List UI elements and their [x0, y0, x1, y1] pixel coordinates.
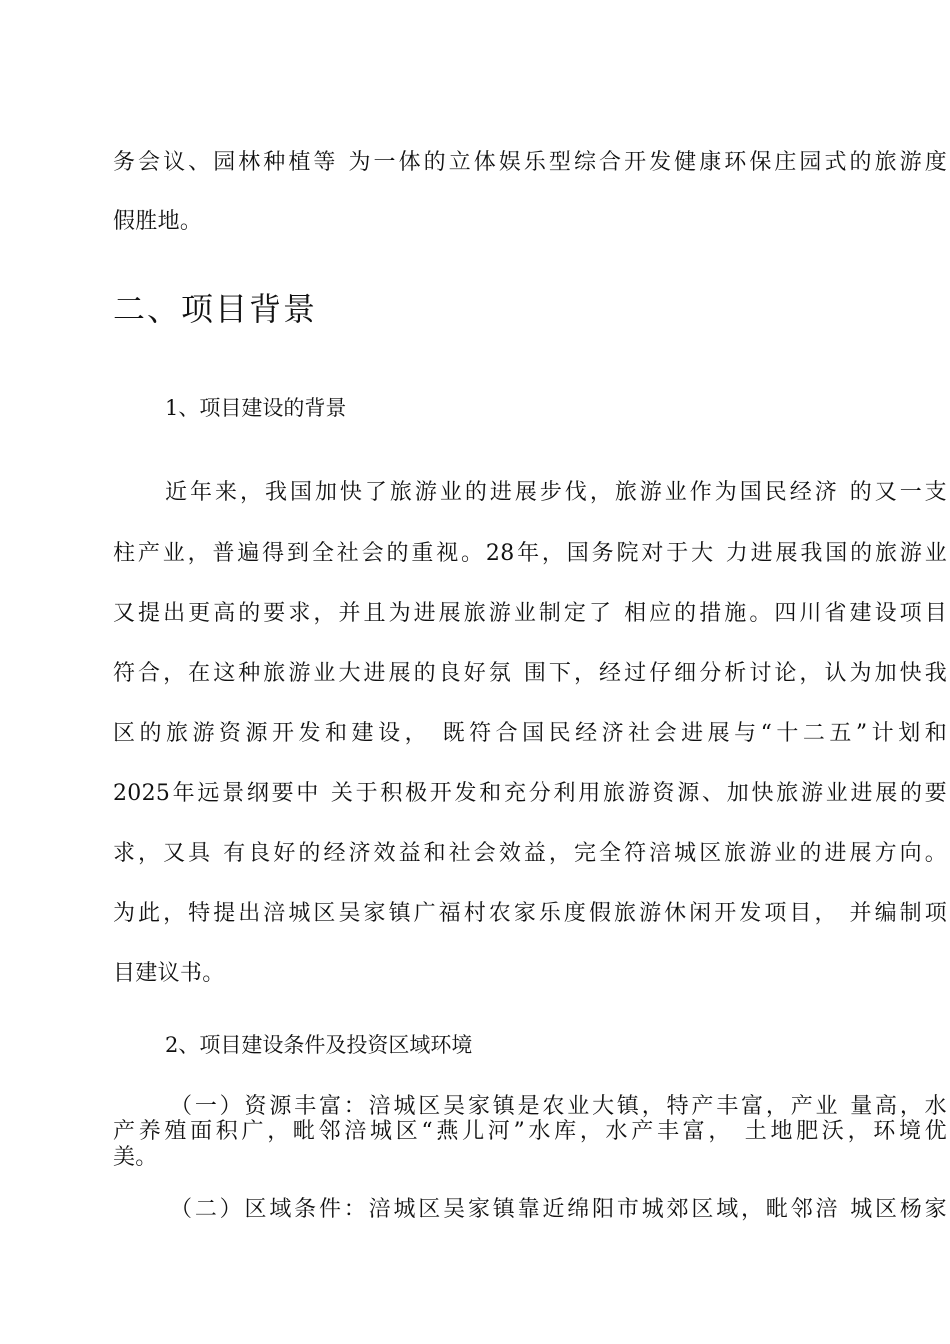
intro-line-2: 假胜地。	[113, 209, 203, 234]
item-1-line: （一）资源丰富：涪城区吴家镇是农业大镇，特产丰富，产业 量高，水	[170, 1094, 947, 1119]
paragraph-line: 又提出更高的要求，并且为进展旅游业制定了 相应的措施。四川省建设项目	[113, 601, 947, 626]
item-1-line: 美。	[113, 1145, 158, 1170]
intro-line-1: 务会议、园林种植等 为一体的立体娱乐型综合开发健康环保庄园式的旅游度	[113, 150, 947, 175]
paragraph-line: 柱产业，普遍得到全社会的重视。28年，国务院对于大 力进展我国的旅游业	[113, 541, 947, 566]
paragraph-line: 2025年远景纲要中 关于积极开发和充分利用旅游资源、加快旅游业进展的要	[113, 781, 947, 806]
paragraph-line: 目建议书。	[113, 961, 225, 986]
paragraph-line: 符合，在这种旅游业大进展的良好氛 围下，经过仔细分析讨论，认为加快我	[113, 661, 947, 686]
paragraph-line: 近年来，我国加快了旅游业的进展步伐，旅游业作为国民经济 的又一支	[165, 480, 947, 505]
item-2-line: （二）区域条件：涪城区吴家镇靠近绵阳市城郊区域，毗邻涪 城区杨家	[170, 1197, 947, 1222]
item-1-line: 产养殖面积广，毗邻涪城区“燕儿河”水库，水产丰富， 土地肥沃，环境优	[113, 1119, 947, 1144]
subsection-1-heading: 1、项目建设的背景	[165, 396, 347, 420]
paragraph-line: 为此，特提出涪城区吴家镇广福村农家乐度假旅游休闲开发项目， 并编制项	[113, 901, 947, 926]
paragraph-line: 求，又具 有良好的经济效益和社会效益，完全符涪城区旅游业的进展方向。	[113, 841, 947, 866]
section-heading: 二、项目背景	[113, 290, 318, 328]
paragraph-line: 区的旅游资源开发和建设， 既符合国民经济社会进展与“十二五”计划和	[113, 721, 947, 746]
subsection-2-heading: 2、项目建设条件及投资区域环境	[165, 1033, 473, 1057]
